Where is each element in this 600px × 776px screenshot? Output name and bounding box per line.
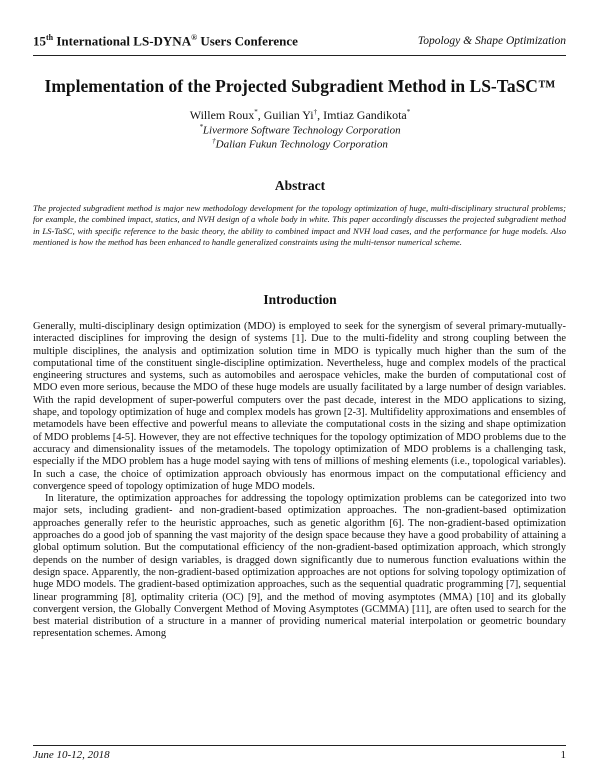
affiliation-mark: † [212, 137, 216, 145]
conference-name-middle: International LS-DYNA [53, 33, 192, 49]
registered-mark: ® [191, 33, 198, 42]
track-name: Topology & Shape Optimization [417, 35, 566, 47]
conference-number: 15 [33, 33, 46, 49]
author-mark: † [313, 108, 318, 116]
conference-name-end: Users Conference [197, 33, 298, 49]
ordinal-suffix: th [46, 33, 54, 42]
affiliation-mark: * [199, 123, 203, 131]
affiliation [0, 123, 600, 137]
paper-title: Implementation of the Projected Subgradient Method in LS-TaSC™ [44, 76, 556, 96]
author-separator: , [257, 108, 264, 122]
abstract-heading: Abstract [274, 178, 326, 193]
author-name: Guilian Yi [263, 108, 314, 122]
author-list [0, 108, 600, 123]
footer-date: June 10-12, 2018 [33, 749, 110, 761]
affiliation [0, 137, 600, 151]
author-mark: * [406, 108, 411, 116]
paragraph: In literature, the optimization approaches for addressing the topology optimization problems can be categorized into two major sets, including gradient- and non-gradient-based optimization approaches. The non-gradient-based optimization approaches generally refer to the heuristic approaches, such as genetic algorithm [6]. The non-gradient-based optimization approaches do a good job of spanning the vast majority of the design space because they have a good probability of attaining a global optimum solution. But the computational efficiency of the non-gradient-based optimization approach, which strongly depends on the number of design variables, is dragged down significantly due to numerous function evaluations within the design space. Apparently, the non-gradient-based optimization approaches are not options for solving topology optimization of huge MDO models. The gradient-based optimization approaches, such as the sequential quadratic programming [7], sequential linear programming [8], optimality criteria (OC) [9], and the method of moving asymptotes (MMA) [10] and its globally convergent version, the Globally Convergent Method of Moving Asymptotes (GCMMA) [11], are often used to search for the best material distribution of a structure in a manner of providing numerical material interpolation or geometric boundary representation schemes. Among [33, 493, 566, 640]
affiliation-text: Livermore Software Technology Corporation [202, 124, 401, 137]
page-number: 1 [560, 749, 566, 761]
running-header [33, 33, 566, 56]
abstract-text: The projected subgradient method is major new methodology development for the topology optimization of huge, multi-disciplinary structural problems; for example, the combined impact, statics, and NVH design of a whole body in white. This paper accordingly discusses the projected subgradient method in LS-TaSC, with specific reference to the basic theory, the ability to combined impact and NVH load cases, and the performance for huge models. Also mentioned is how the method has been enhanced to handle generalized constraints using the multi-tensor numerical scheme. [33, 203, 566, 248]
author-mark: * [254, 108, 258, 116]
conference-name [33, 33, 298, 49]
author-name: Imtiaz Gandikota [323, 108, 407, 122]
introduction-heading: Introduction [263, 292, 337, 307]
introduction-body [33, 321, 566, 641]
page-footer [33, 745, 566, 761]
affiliation-text: Dalian Fukun Technology Corporation [215, 138, 388, 151]
author-name: Willem Roux [189, 108, 255, 122]
paragraph: Generally, multi-disciplinary design optimization (MDO) is employed to seek for the synergism of several primary-mutually-interacted disciplines for improving the design of systems [1]. Due to the multi-fidelity and strong coupling between the multiple disciplines, the analysis and optimization solution time in MDO is typically much higher than the sum of the computational time of the constituent single-discipline optimization. Nevertheless, huge and complex models of the practical engineering structures and systems, such as automobiles and aerospace vehicles, make the burden of computational cost of MDO even more serious, because the MDO of these huge models are usually facilitated by a large number of design variables. With the rapid development of super-powerful computers over the past decade, interest in the MDO applications to sizing, shape, and topology optimization of huge and complex models has grown [2-3]. Multifidelity approximations and ensembles of metamodels have been effective and powerful means to alleviate the computational costs in the sizing and shape optimization of MDO problems [4-5]. However, they are not effective techniques for the topology optimization of MDO problems due to the accuracy and dimensionality issues of the metamodels. The topology optimization of MDO problems is a challenging task, especially if the MDO problem has a huge model saying with tens of millions of meshing elements (i.e., topological variables). In such a case, the choice of optimization approach obviously has enormous impact on the computational efficiency and convergence speed of topology optimization of huge MDO models. [33, 321, 567, 492]
author-separator: , [317, 108, 324, 122]
